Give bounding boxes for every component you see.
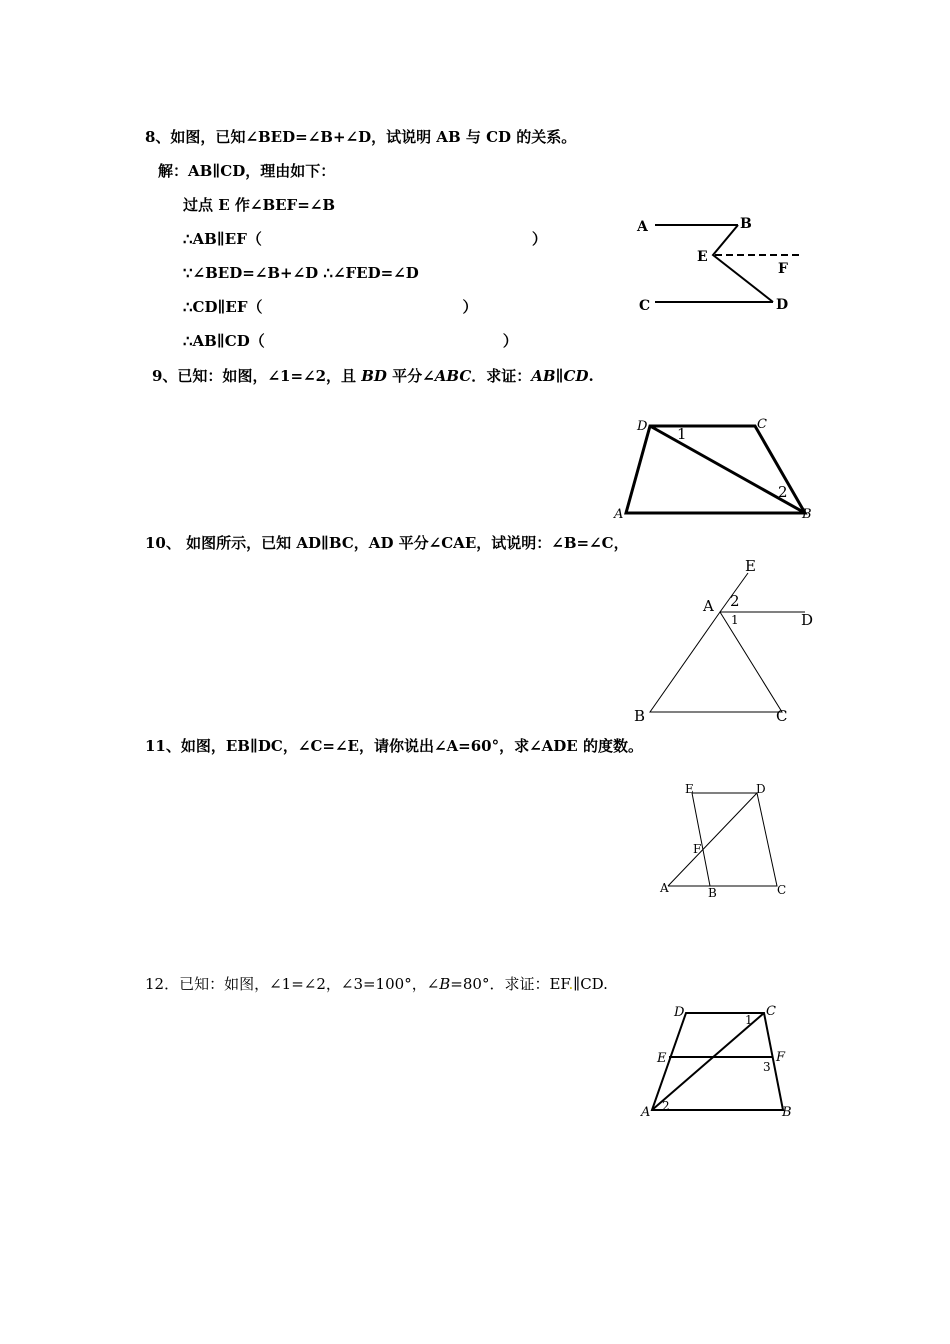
q8-figure	[630, 205, 810, 320]
q10-label-d: D	[801, 611, 814, 629]
q8-label-f: F	[778, 261, 788, 277]
q12-label-1: 1	[745, 1013, 753, 1027]
q11-label-a: A	[660, 881, 669, 895]
q9-title-part-2: 平分∠	[386, 367, 435, 385]
q9-label-c: C	[757, 417, 767, 432]
q11-figure	[655, 778, 795, 900]
q9-title-bd: BD	[361, 367, 387, 385]
q11-label-e: E	[685, 782, 694, 796]
q9-figure	[610, 410, 820, 525]
q8-step-1: 过点 E 作∠BEF=∠B	[183, 196, 336, 214]
q9-title-part-1: 9、已知：如图，∠1=∠2，且	[152, 367, 362, 385]
q9-title-part-3: ．求证：	[471, 367, 532, 385]
q8-step-5	[183, 331, 518, 351]
q8-step-4-text: ∴CD∥EF（	[183, 298, 263, 316]
q9-label-a: A	[614, 507, 624, 522]
q12-label-b: B	[782, 1105, 792, 1120]
q10-label-e: E	[745, 557, 756, 575]
q11-label-f: F	[693, 842, 702, 856]
q9-label-d: D	[637, 419, 648, 434]
q8-step-2-close: ）	[531, 230, 547, 248]
q12-title-part-2: =80°．求证：EF	[450, 975, 569, 993]
q12-figure	[635, 1000, 805, 1125]
q8-step-2	[183, 229, 547, 249]
q10-label-b: B	[634, 707, 646, 725]
q12-title-dot: .	[568, 975, 574, 993]
q10-label-2: 2	[730, 592, 740, 610]
q8-label-e: E	[697, 249, 708, 265]
q8-step-5-text: ∴AB∥CD（	[183, 332, 265, 350]
q12-title-b: B	[439, 975, 451, 993]
q10-figure	[630, 555, 820, 725]
q12-label-d: D	[674, 1005, 685, 1020]
q9-title-abc: ABC	[434, 367, 472, 385]
q11-parallelogram-ebcd	[692, 793, 777, 886]
q8-answer: 解：AB∥CD，理由如下：	[158, 162, 336, 180]
q11-label-c: C	[777, 883, 787, 897]
q12-label-c: C	[766, 1004, 776, 1019]
q10-label-1: 1	[731, 613, 739, 627]
q8-step-4-close: ）	[462, 298, 478, 316]
q10-label-c: C	[776, 707, 788, 725]
q12-label-a: A	[641, 1105, 651, 1120]
q9-label-1: 1	[677, 425, 687, 443]
q9-label-2: 2	[778, 483, 788, 501]
q12-title-part-1: 12．已知：如图，∠1=∠2，∠3=100°，∠	[145, 975, 440, 993]
q9-title	[152, 366, 594, 386]
q10-title: 10、 如图所示，已知 AD∥BC，AD 平分∠CAE，试说明：∠B=∠C，	[145, 534, 629, 552]
q10-label-a: A	[703, 597, 714, 615]
q11-segment-ad	[668, 793, 757, 886]
q8-label-b: B	[740, 216, 752, 232]
q8-title: 8、如图，已知∠BED=∠B+∠D，试说明 AB 与 CD 的关系。	[145, 128, 577, 146]
q11-label-b: B	[708, 886, 717, 900]
q8-step-3: ∵∠BED=∠B+∠D ∴∠FED=∠D	[183, 264, 419, 282]
q12-title-part-3: ∥CD.	[573, 975, 608, 993]
q8-step-5-close: ）	[502, 332, 518, 350]
q8-step-2-text: ∴AB∥EF（	[183, 230, 262, 248]
q8-segment-bed	[713, 225, 773, 302]
q9-label-b: B	[802, 507, 812, 522]
q8-label-a: A	[637, 219, 648, 235]
q8-label-c: C	[639, 298, 651, 314]
q11-label-d: D	[756, 782, 766, 796]
q12-label-f: F	[776, 1050, 786, 1065]
q9-title-part-4: .	[588, 367, 594, 385]
q11-title: 11、如图，EB∥DC，∠C=∠E，请你说出∠A=60°，求∠ADE 的度数。	[145, 737, 643, 755]
q8-step-4	[183, 297, 478, 317]
q9-title-abcd: AB∥CD	[531, 367, 589, 385]
q12-label-e: E	[657, 1051, 667, 1066]
q12-title	[145, 974, 608, 994]
q8-label-d: D	[776, 297, 789, 313]
q12-label-2: 2	[662, 1099, 670, 1113]
q10-triangle-abc	[650, 612, 782, 712]
q12-label-3: 3	[763, 1060, 771, 1074]
